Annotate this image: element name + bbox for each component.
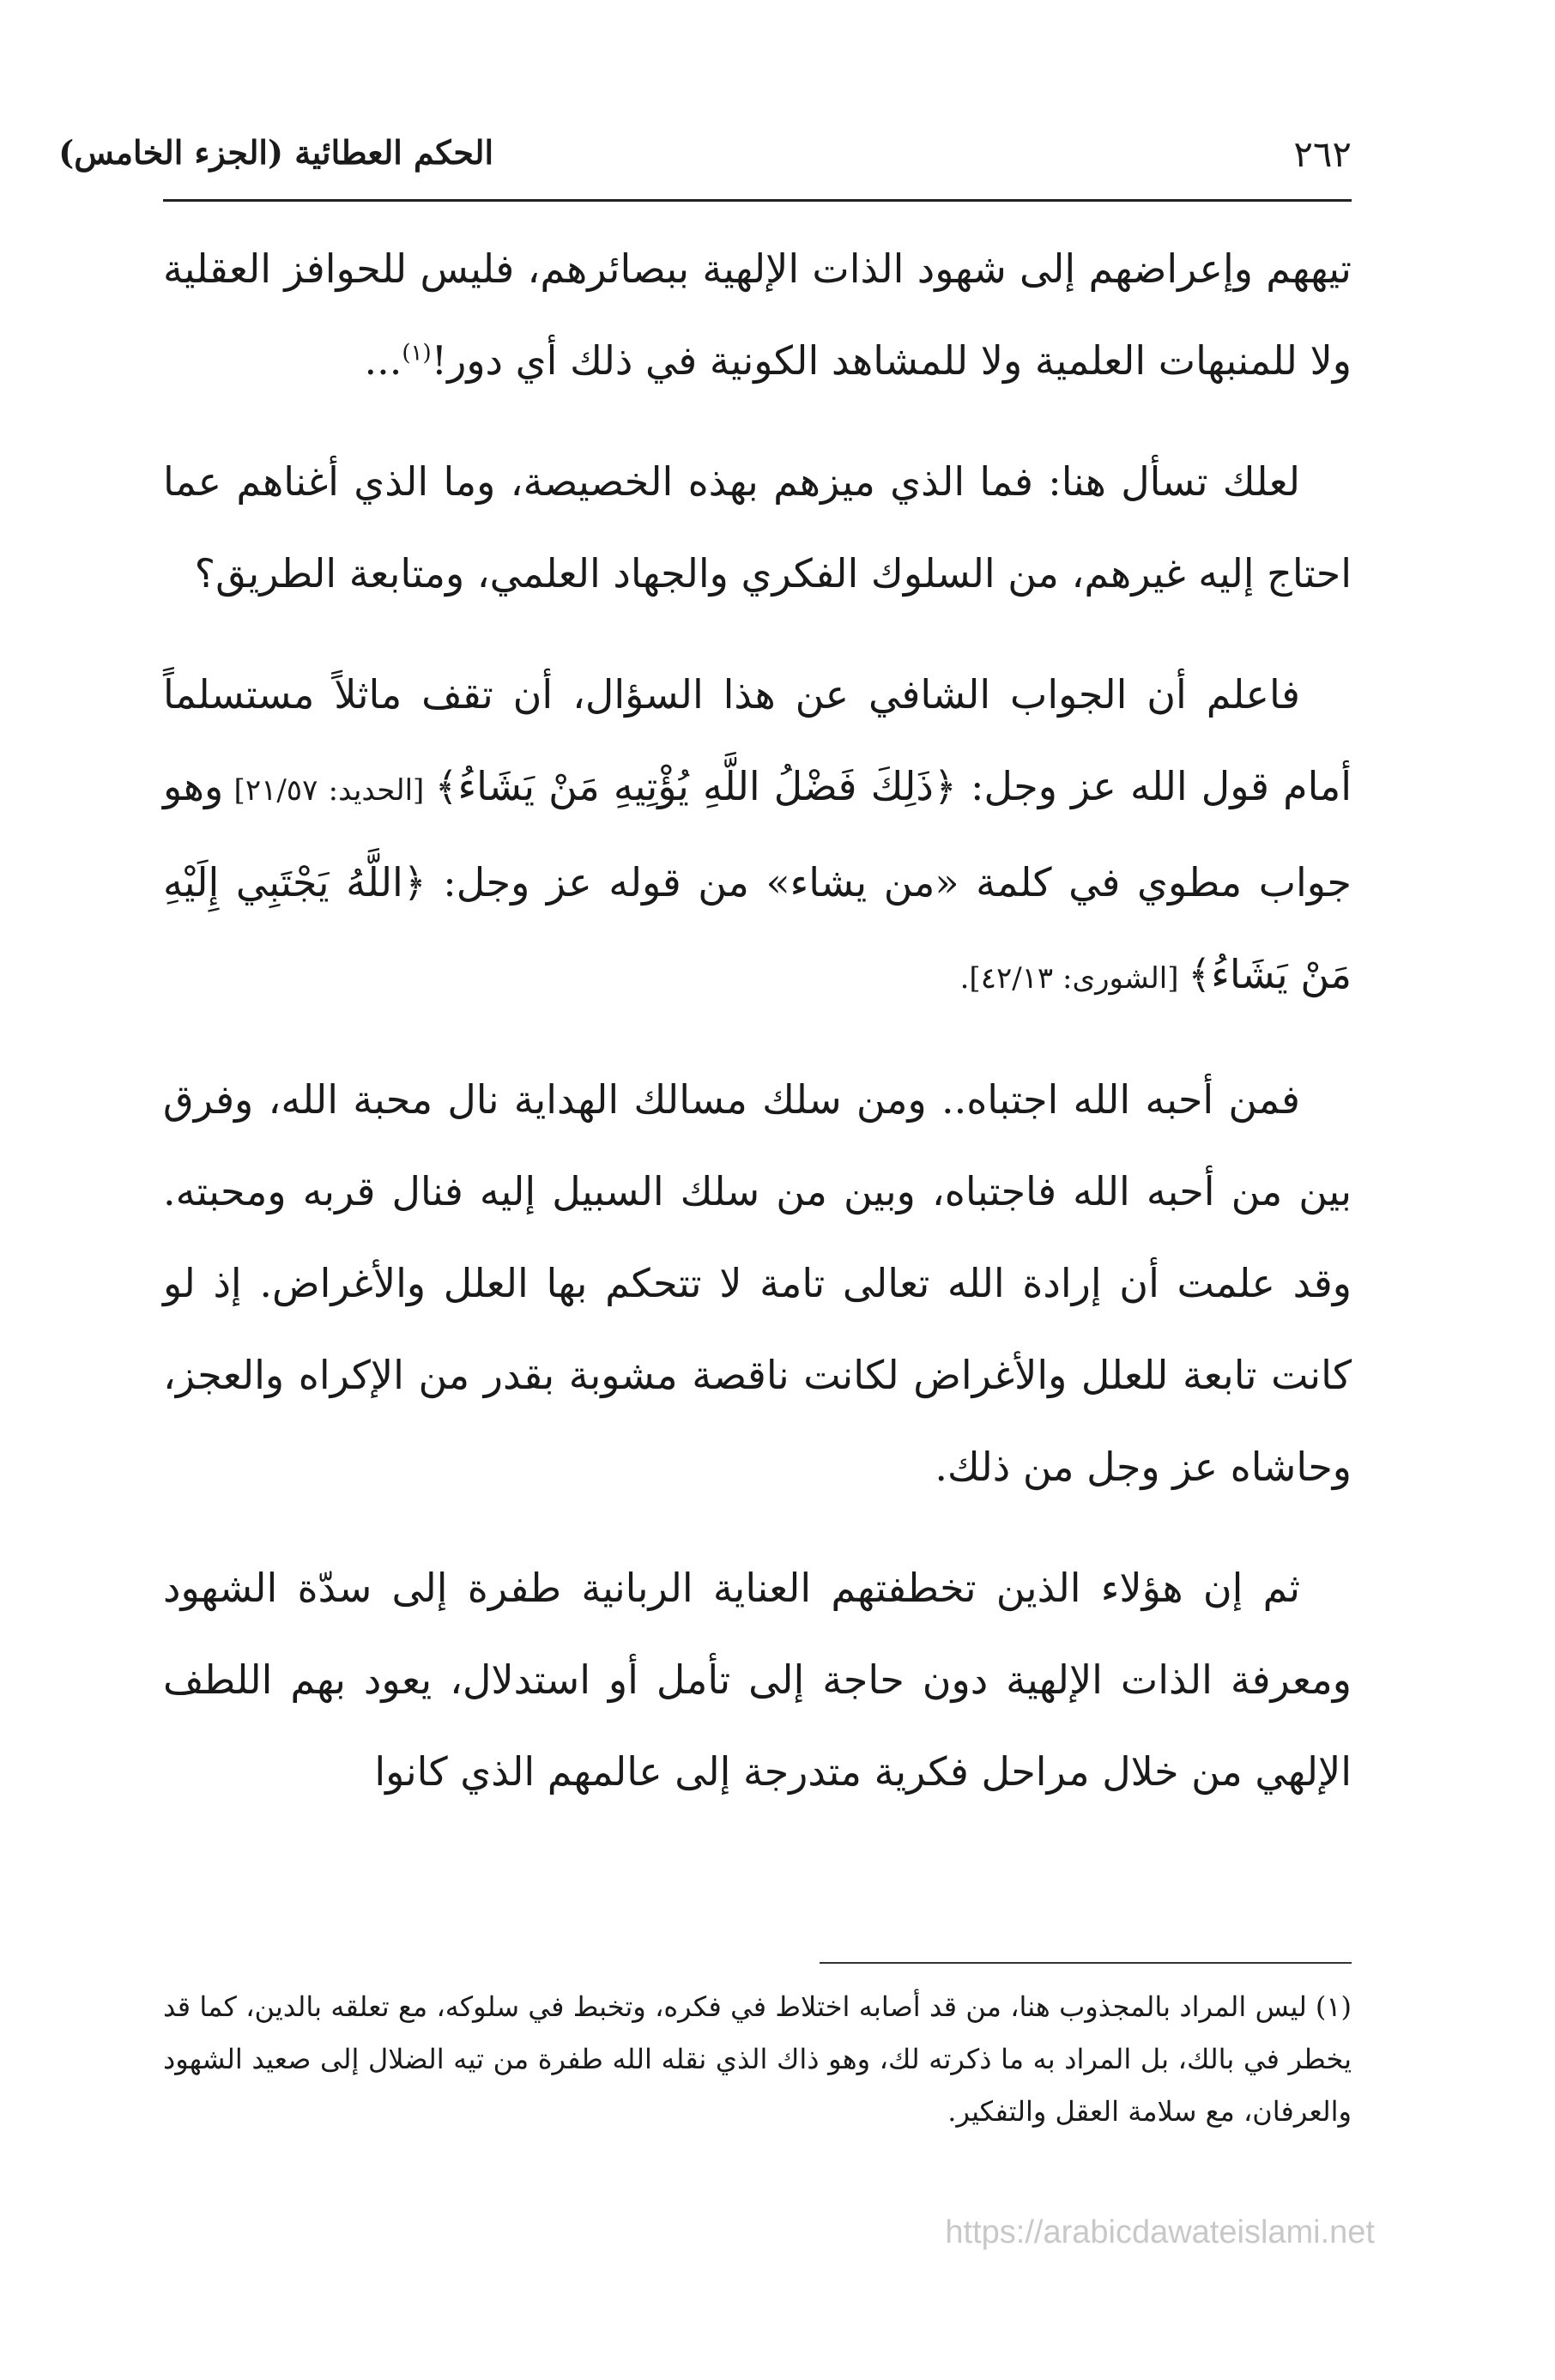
quran-ref-2: [الشورى: ٤٢/١٣]. (959, 961, 1189, 996)
footnote (163, 1981, 1352, 2138)
footnote-number: (١) (1315, 1990, 1352, 2023)
footnote-text: ليس المراد بالمجذوب هنا، من قد أصابه اختلاط في فكره، وتخبط في سلوكه، مع تعلقه بالدين، كما قد يخطر في بالك، بل المراد به ما ذكرته لك، وهو ذاك الذي نقله الله طفرة من تيه الضلال إلى صعيد الشهود والعرفان، مع سلامة العقل والتفكير. (163, 1990, 1352, 2128)
paragraph-5: ثم إن هؤلاء الذين تخطفتهم العناية الربانية طفرة إلى سدّة الشهود ومعرفة الذات الإلهية دون حاجة إلى تأمل أو استدلال، يعود بهم اللطف الإلهي من خلال مراحل فكرية متدرجة إلى عالمهم الذي كانوا (163, 1565, 1352, 1795)
quran-ref-1: [الحديد: ٢١/٥٧] (223, 773, 435, 808)
quran-quote-1: ﴿ذَلِكَ فَضْلُ اللَّهِ يُؤْتِيهِ مَنْ يَشَاءُ﴾ (434, 763, 957, 809)
watermark-url: https://arabicdawateislami.net (945, 2214, 1375, 2250)
paragraph-1-tail: ... (364, 337, 402, 384)
quran-quote-2: ﴿اللَّهُ يَجْتَبِي إِلَيْهِ مَنْ يَشَاءُ﴾ (163, 859, 1352, 997)
page-number: ٢٦٢ (1293, 133, 1352, 175)
header-rule (163, 199, 1352, 202)
footnote-rule (820, 1962, 1352, 1964)
paragraph-2: لعلك تسأل هنا: فما الذي ميزهم بهذه الخصيصة، وما الذي أغناهم عما احتاج إليه غيرهم، من السلوك الفكري والجهاد العلمي، ومتابعة الطريق؟ (163, 458, 1352, 597)
paragraph-1 (163, 223, 1352, 407)
running-header (58, 133, 1352, 193)
paragraph-3 (163, 649, 1352, 1025)
paragraph-1-text: تيههم وإعراضهم إلى شهود الذات الإلهية ببصائرهم، فليس للحوافز العقلية ولا للمنبهات العلمية ولا للمشاهد الكونية في ذلك أي دور! (163, 245, 1352, 384)
main-text (163, 223, 1352, 1847)
paragraph-3-text-b: وهو جواب مطوي في كلمة «من يشاء» من قوله عز وجل: (163, 763, 1352, 905)
footnote-ref: (١) (402, 340, 432, 366)
paragraph-4: فمن أحبه الله اجتباه.. ومن سلك مسالك الهداية نال محبة الله، وفرق بين من أحبه الله فاجتباه، وبين من سلك السبيل إليه فنال قربه ومحبته. وقد علمت أن إرادة الله تعالى تامة لا تتحكم بها العلل والأغراض. إذ لو كانت تابعة للعلل والأغراض لكانت ناقصة مشوبة بقدر من الإكراه والعجز، وحاشاه عز وجل من ذلك. (163, 1076, 1352, 1490)
paragraph-3-text-a: فاعلم أن الجواب الشافي عن هذا السؤال، أن تقف ماثلاً مستسلماً أمام قول الله عز وجل: (163, 671, 1352, 809)
header-title: الحكم العطائية (الجزء الخامس) (58, 133, 493, 172)
